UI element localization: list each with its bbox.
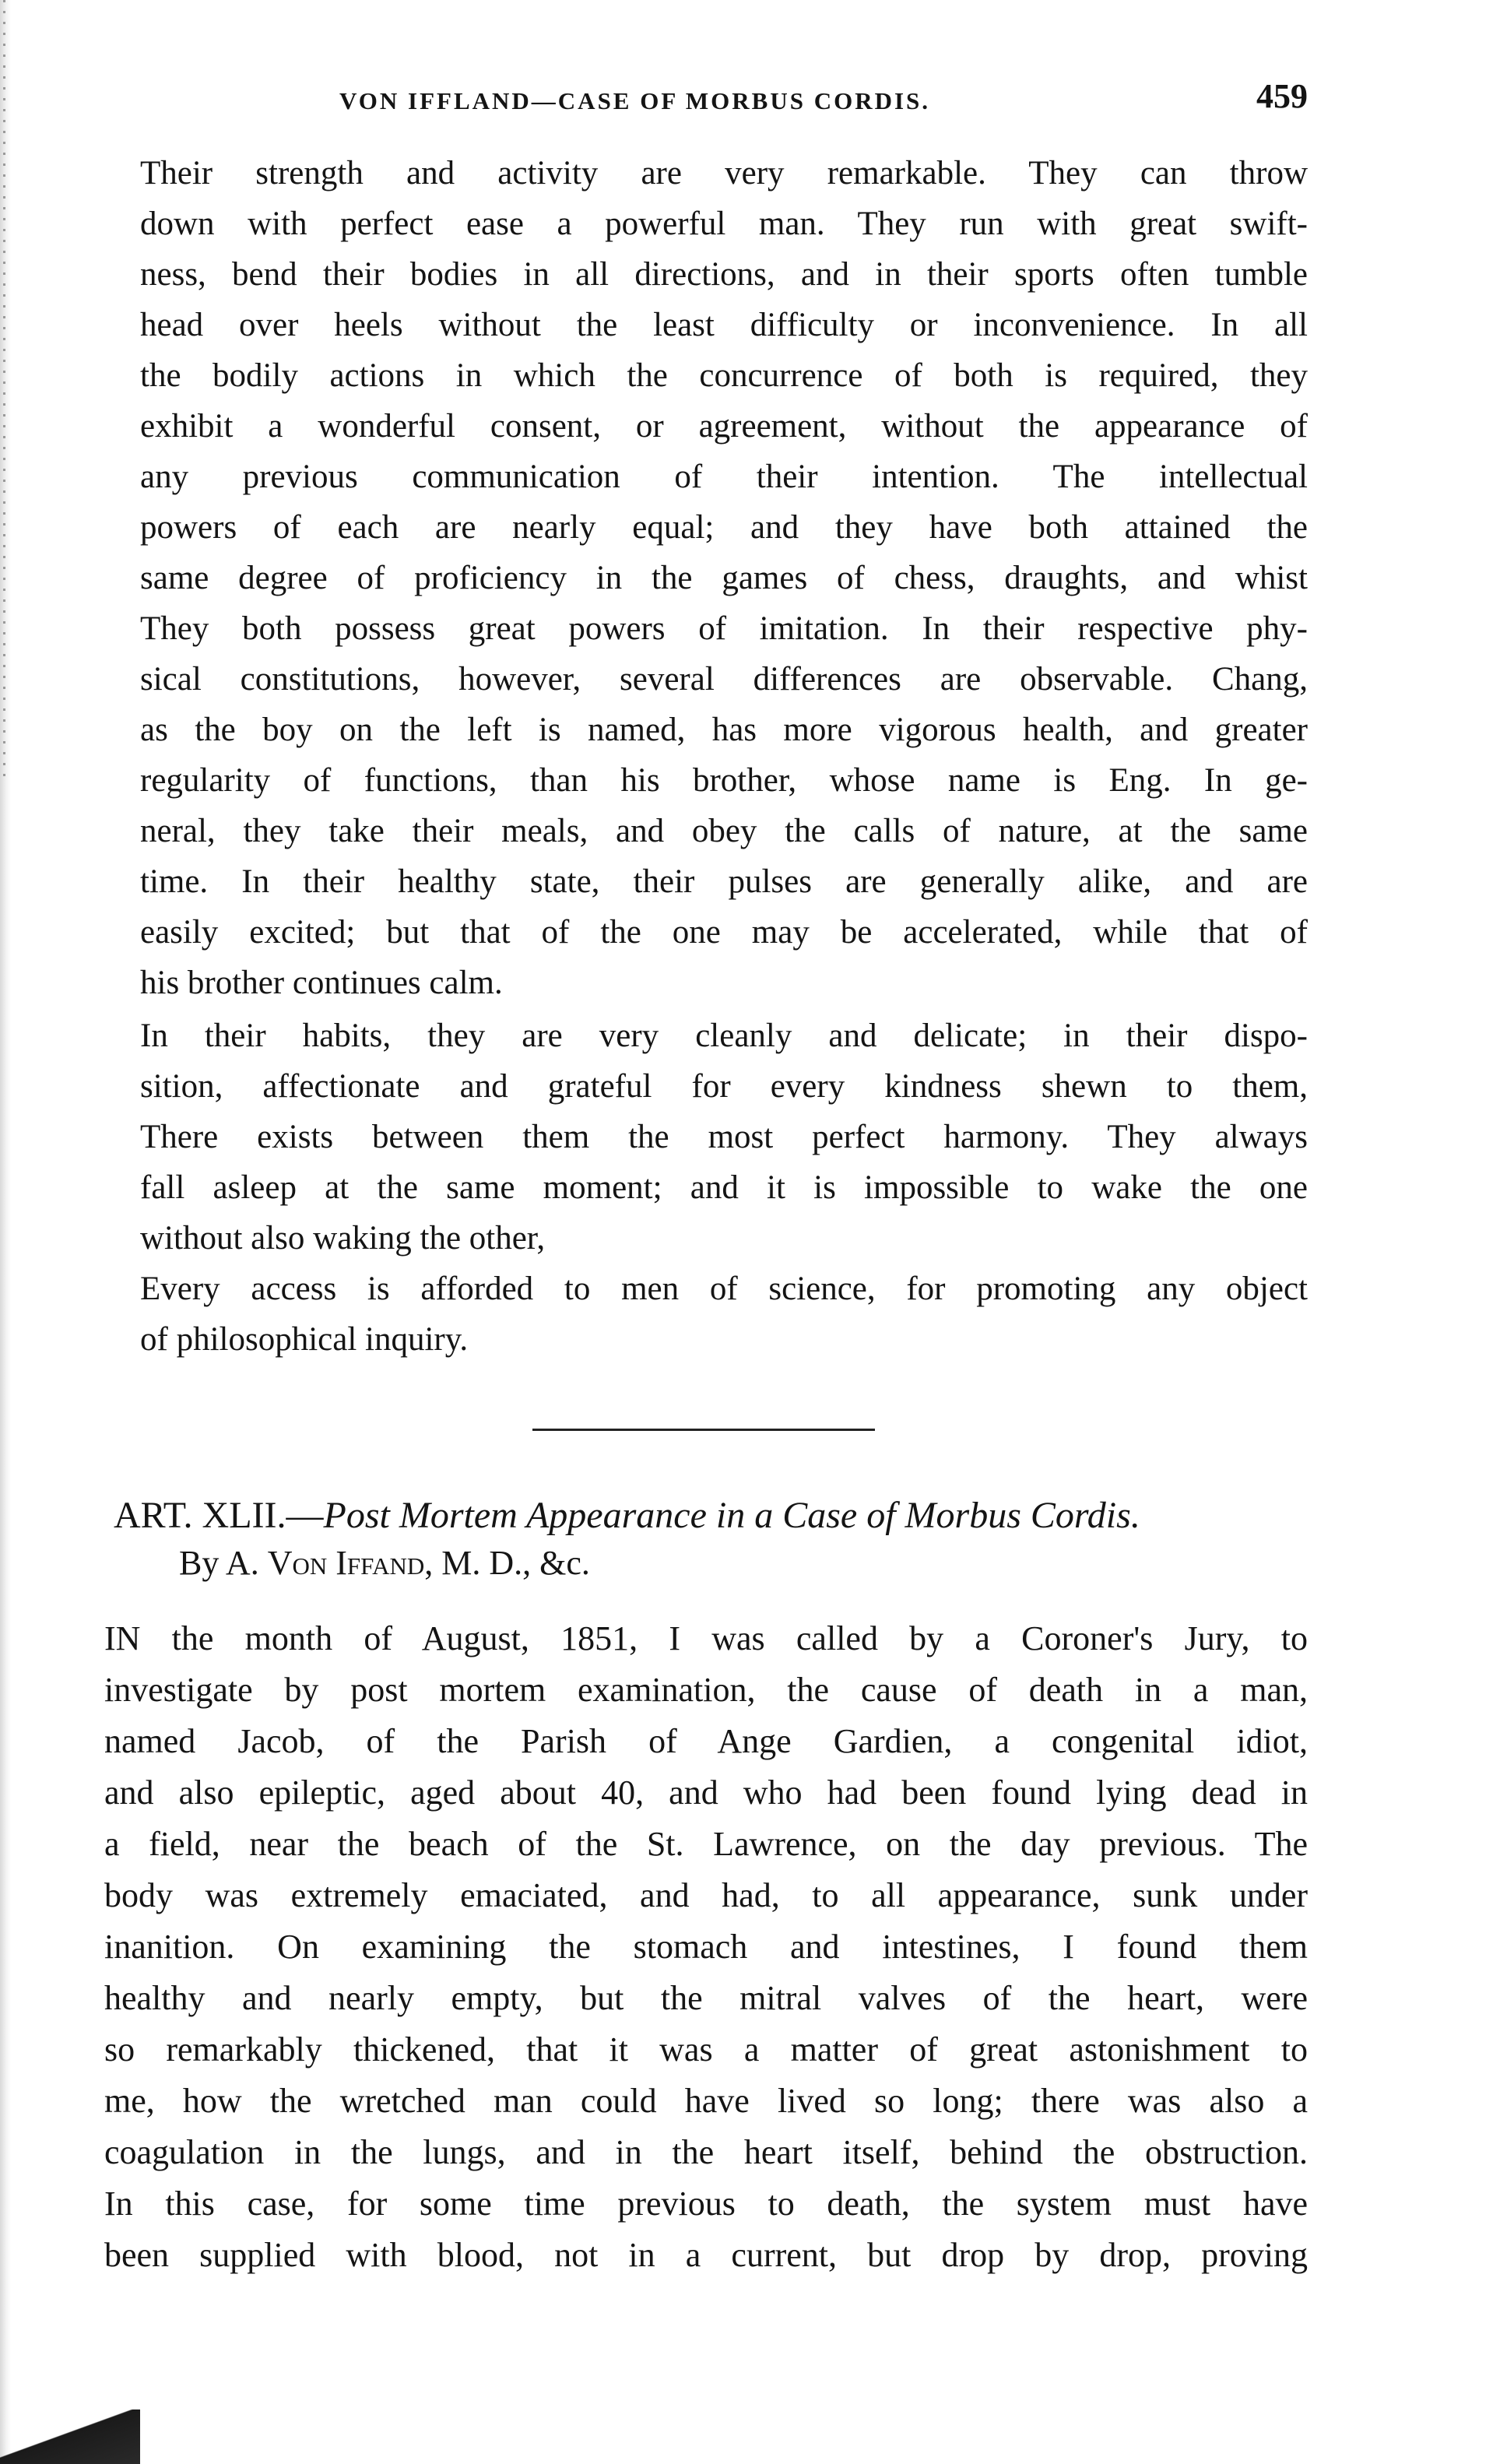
text-line: as the boy on the left is named, has more vigorous health, and greater <box>140 712 1308 748</box>
text-line: a field, near the beach of the St. Lawrence, on the day previous. The <box>104 1825 1308 1863</box>
text-line: and also epileptic, aged about 40, and who had been found lying dead in <box>104 1773 1308 1812</box>
paragraph-2 <box>140 1011 1308 1264</box>
text-line: ness, bend their bodies in all directions, and in their sports often tumble <box>140 256 1308 293</box>
byline-suffix: , M. D., &c. <box>424 1544 590 1582</box>
text-line: the bodily actions in which the concurrence of both is required, they <box>140 357 1308 394</box>
byline-prefix: By A. <box>179 1544 268 1582</box>
running-title: VON IFFLAND—CASE OF MORBUS CORDIS. <box>339 87 931 114</box>
text-line: coagulation in the lungs, and in the heart itself, behind the obstruction. <box>104 2133 1308 2171</box>
text-line: Their strength and activity are very remarkable. They can throw <box>140 155 1308 192</box>
article-body <box>104 1613 1308 2281</box>
text-line: Every access is afforded to men of science, for promoting any object <box>140 1271 1308 1307</box>
text-line: of philosophical inquiry. <box>140 1321 469 1358</box>
text-line: his brother continues calm. <box>140 965 503 1001</box>
binding-stitching <box>3 0 5 779</box>
paragraph-1 <box>140 148 1308 1008</box>
text-line: They both possess great powers of imitation. In their respective phy- <box>140 610 1308 647</box>
text-line: investigate by post mortem examination, the cause of death in a man, <box>104 1671 1308 1709</box>
text-line: inanition. On examining the stomach and intestines, I found them <box>104 1928 1308 1966</box>
text-line: regularity of functions, than his brother, whose name is Eng. In ge- <box>140 762 1308 799</box>
binding-edge <box>0 0 11 2464</box>
text-line: named Jacob, of the Parish of Ange Gardien, a congenital idiot, <box>104 1722 1308 1760</box>
text-line: exhibit a wonderful consent, or agreement, without the appearance of <box>140 408 1308 445</box>
text-line: any previous communication of their intention. The intellectual <box>140 459 1308 495</box>
section-divider-rule <box>532 1429 875 1431</box>
article-heading <box>114 1493 1312 1538</box>
text-line: There exists between them the most perfect harmony. They always <box>140 1119 1308 1155</box>
paragraph-3 <box>140 1264 1308 1365</box>
text-line: so remarkably thickened, that it was a matter of great astonishment to <box>104 2030 1308 2069</box>
text-line: In this case, for some time previous to death, the system must have <box>104 2185 1308 2223</box>
text-line: without also waking the other, <box>140 1220 546 1257</box>
text-line: easily excited; but that of the one may be accelerated, while that of <box>140 914 1308 951</box>
text-line: healthy and nearly empty, but the mitral valves of the heart, were <box>104 1979 1308 2017</box>
text-line: IN the month of August, 1851, I was called by a Coroner's Jury, to <box>104 1619 1308 1657</box>
text-line: time. In their healthy state, their pulses are generally alike, and are <box>140 863 1308 900</box>
text-line: In their habits, they are very cleanly and delicate; in their dispo- <box>140 1018 1308 1054</box>
text-line: fall asleep at the same moment; and it is impossible to wake the one <box>140 1169 1308 1206</box>
text-line: sition, affectionate and grateful for every kindness shewn to them, <box>140 1068 1308 1105</box>
text-line: body was extremely emaciated, and had, to all appearance, sunk under <box>104 1876 1308 1914</box>
text-line: powers of each are nearly equal; and they have both attained the <box>140 509 1308 546</box>
text-line: head over heels without the least difficulty or inconvenience. In all <box>140 307 1308 343</box>
page-number: 459 <box>1256 77 1308 115</box>
text-line: been supplied with blood, not in a current, but drop by drop, proving <box>104 2236 1308 2274</box>
text-line: down with perfect ease a powerful man. They run with great swift- <box>140 206 1308 242</box>
text-line: same degree of proficiency in the games of chess, draughts, and whist <box>140 560 1308 596</box>
text-line: neral, they take their meals, and obey the calls of nature, at the same <box>140 813 1308 849</box>
scan-corner-shadow <box>0 2410 140 2464</box>
byline-author: Von Iffand <box>267 1544 425 1582</box>
article-number: ART. XLII.— <box>114 1495 324 1536</box>
text-line: sical constitutions, however, several differences are observable. Chang, <box>140 661 1308 698</box>
text-line: me, how the wretched man could have lived so long; there was also a <box>104 2082 1308 2120</box>
article-byline <box>179 1543 590 1583</box>
article-title: Post Mortem Appearance in a Case of Morbus Cordis. <box>323 1495 1140 1536</box>
running-head <box>140 76 1308 123</box>
